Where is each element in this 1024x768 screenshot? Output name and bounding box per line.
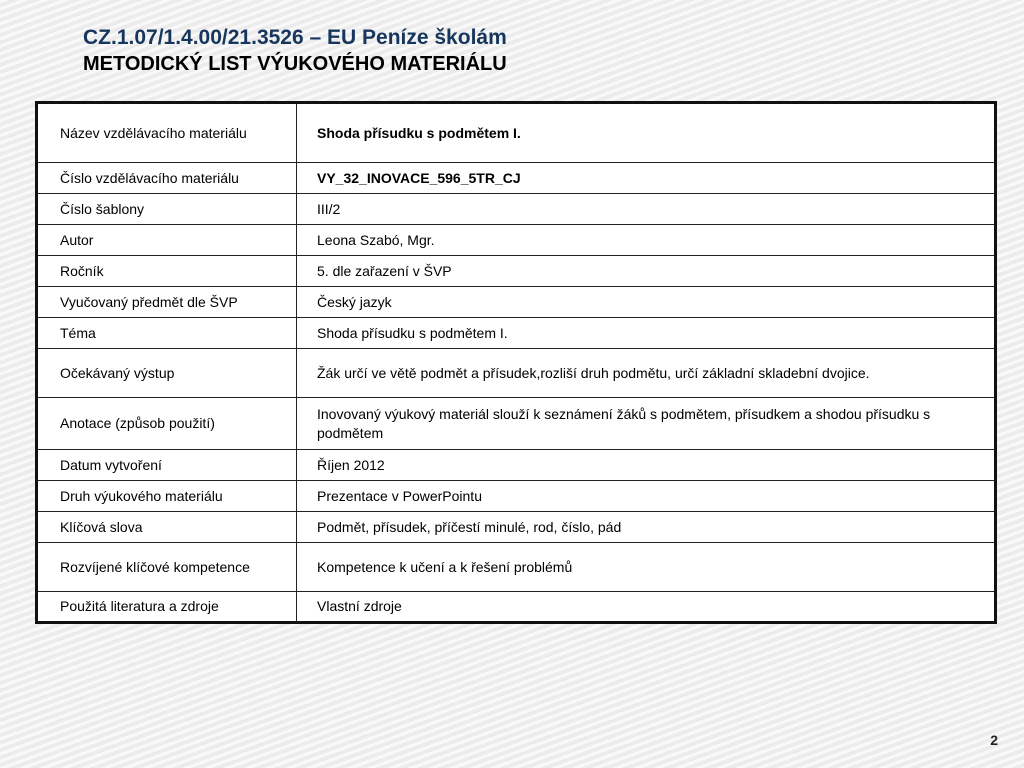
row-label: Vyučovaný předmět dle ŠVP (37, 287, 297, 318)
row-label: Číslo vzdělávacího materiálu (37, 163, 297, 194)
row-value: III/2 (297, 194, 996, 225)
project-code-title: CZ.1.07/1.4.00/21.3526 – EU Peníze školám (83, 26, 507, 49)
table-row (37, 481, 996, 512)
row-value: Český jazyk (297, 287, 996, 318)
row-label: Anotace (způsob použití) (37, 398, 297, 450)
row-label: Použitá literatura a zdroje (37, 592, 297, 623)
row-label: Ročník (37, 256, 297, 287)
table-row (37, 225, 996, 256)
row-value: Prezentace v PowerPointu (297, 481, 996, 512)
table-row (37, 349, 996, 398)
table-row (37, 512, 996, 543)
slide-number: 2 (990, 732, 998, 748)
table-row (37, 450, 996, 481)
row-label: Druh výukového materiálu (37, 481, 297, 512)
row-value: Kompetence k učení a k řešení problémů (297, 543, 996, 592)
table-row (37, 194, 996, 225)
row-value: Podmět, přísudek, příčestí minulé, rod, číslo, pád (297, 512, 996, 543)
row-label: Datum vytvoření (37, 450, 297, 481)
row-label: Téma (37, 318, 297, 349)
row-value: Leona Szabó, Mgr. (297, 225, 996, 256)
row-value: VY_32_INOVACE_596_5TR_CJ (297, 163, 996, 194)
table-row (37, 287, 996, 318)
table-row (37, 318, 996, 349)
row-label: Očekávaný výstup (37, 349, 297, 398)
row-value: Inovovaný výukový materiál slouží k seznámení žáků s podmětem, přísudkem a shodou přísudku s podmětem (297, 398, 996, 450)
row-value: Shoda přísudku s podmětem I. (297, 103, 996, 163)
row-label: Rozvíjené klíčové kompetence (37, 543, 297, 592)
slide-title (83, 24, 507, 78)
table-row (37, 256, 996, 287)
row-label: Název vzdělávacího materiálu (37, 103, 297, 163)
table-row (37, 543, 996, 592)
table-row (37, 103, 996, 163)
row-label: Autor (37, 225, 297, 256)
row-value: Vlastní zdroje (297, 592, 996, 623)
row-label: Číslo šablony (37, 194, 297, 225)
row-value: 5. dle zařazení v ŠVP (297, 256, 996, 287)
row-value: Žák určí ve větě podmět a přísudek,rozliší druh podmětu, určí základní skladební dvojice. (297, 349, 996, 398)
table-row (37, 592, 996, 623)
table-row (37, 163, 996, 194)
table-row (37, 398, 996, 450)
row-value: Říjen 2012 (297, 450, 996, 481)
row-value: Shoda přísudku s podmětem I. (297, 318, 996, 349)
document-type-title: METODICKÝ LIST VÝUKOVÉHO MATERIÁLU (83, 53, 507, 75)
methodology-sheet-table (35, 101, 997, 624)
row-label: Klíčová slova (37, 512, 297, 543)
